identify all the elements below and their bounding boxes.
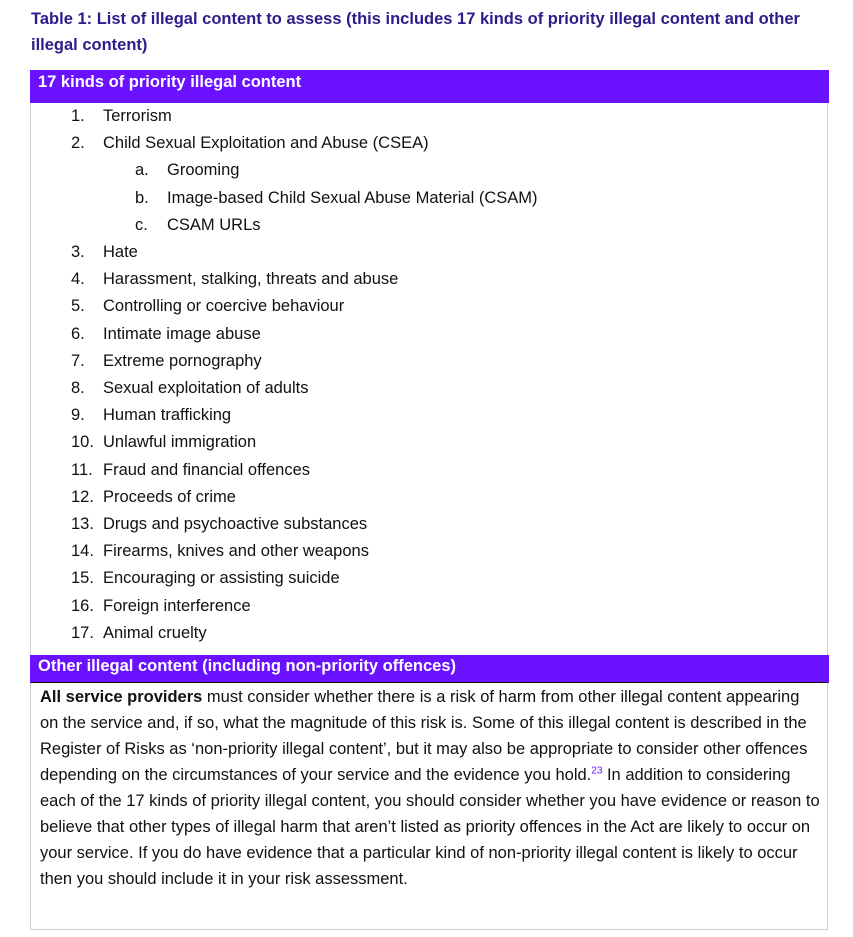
list-item-number: a. [135,161,149,180]
priority-content-header: 17 kinds of priority illegal content [30,70,829,103]
illegal-content-table [30,70,828,930]
footnote-ref[interactable]: 23 [591,765,603,777]
list-item-label: Extreme pornography [103,351,262,370]
list-item-number: 10. [71,433,94,452]
list-item-label: Hate [103,243,138,261]
list-item-label: Proceeds of crime [103,487,236,506]
list-item-label: Fraud and financial offences [103,460,310,479]
list-item-label: Encouraging or assisting suicide [103,569,340,588]
list-item-number: 9. [71,406,85,425]
list-item-label: Harassment, stalking, threats and abuse [103,270,399,289]
list-item-number: 17. [71,623,94,642]
list-item-number: 8. [71,379,85,397]
list-item-label: Intimate image abuse [103,324,261,343]
other-content-header: Other illegal content (including non-priority offences) [30,655,829,683]
list-item-label: Foreign interference [103,596,251,615]
list-item-number: 2. [71,134,85,153]
list-item-number: 11. [71,460,93,479]
paragraph-text-2: In addition to considering each of the 17 kinds of priority illegal content, you should consider whether you have evidence or reason to believe that other types of illegal harm that aren’t listed as priority offences in the Act are likely to occur on your service. If you do have evidence that a particular kind of non-priority illegal content is likely to occur then you should include it in your risk assessment. [40,766,820,888]
paragraph-text-1: must consider whether there is a risk of harm from other illegal content appearing on the service and, if so, what the magnitude of this risk is. Some of this illegal content is described in the Register of Risks as ‘non-priority illegal content’, but it may also be appropriate to consider other offences depending on the circumstances of your service and the evidence you hold. [40,688,808,784]
list-item-label: Child Sexual Exploitation and Abuse (CSEA) [103,134,429,153]
list-item-label: CSAM URLs [167,215,261,234]
lead-text: All service providers [40,688,203,706]
list-item-label: Image-based Child Sexual Abuse Material (CSAM) [167,188,538,207]
list-item-number: c. [135,215,148,234]
list-item-label: Animal cruelty [103,623,207,642]
list-item-number: 16. [71,596,94,615]
list-item-number: 5. [71,297,85,316]
list-item-number: 12. [71,487,94,506]
list-item-number: b. [135,188,149,207]
list-item-number: 6. [71,324,85,343]
list-item-label: Firearms, knives and other weapons [103,542,369,561]
table-caption: Table 1: List of illegal content to assess (this includes 17 kinds of priority illegal content and other illegal content) [31,10,800,54]
list-item-number: 7. [71,351,85,370]
other-content-paragraph [40,684,820,892]
list-item-number: 1. [71,107,85,125]
list-item-label: Human trafficking [103,406,232,425]
list-item-label: Controlling or coercive behaviour [103,297,345,316]
list-item-label: Sexual exploitation of adults [103,379,309,397]
section-divider [31,682,828,683]
list-item-number: 3. [71,243,85,261]
list-item-number: 15. [71,569,94,588]
list-item-label: Grooming [167,161,240,180]
list-item-label: Unlawful immigration [103,433,257,452]
list-item-label: Drugs and psychoactive substances [103,515,368,533]
list-item-label: Terrorism [103,107,172,125]
list-item-number: 4. [71,270,85,289]
list-item-number: 14. [71,542,94,561]
list-item-number: 13. [71,515,94,533]
